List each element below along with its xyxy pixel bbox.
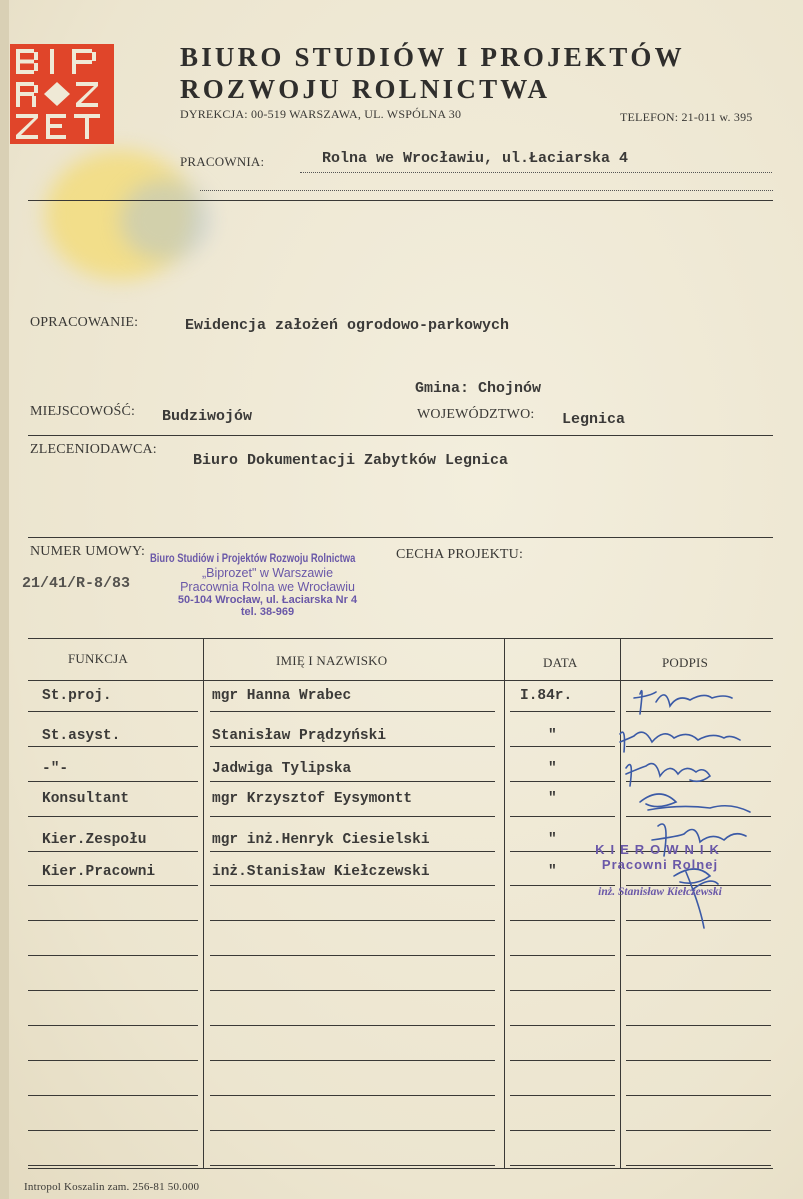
address: DYREKCJA: 00-519 WARSZAWA, UL. WSPÓLNA 30: [180, 107, 462, 121]
table-col-divider-2: [504, 638, 505, 1168]
pracownia-label: PRACOWNIA:: [180, 154, 265, 169]
zleceniodawca-label: ZLECENIODAWCA:: [30, 442, 157, 457]
company-stamp: [150, 553, 385, 618]
row-rule: [626, 1165, 771, 1166]
row-nazwisko: mgr inż.Henryk Ciesielski: [212, 832, 430, 848]
zleceniodawca-value: Biuro Dokumentacji Zabytków Legnica: [193, 452, 509, 469]
row-rule: [626, 990, 771, 991]
row-funkcja: Kier.Pracowni: [42, 864, 156, 880]
row-funkcja: Konsultant: [42, 791, 130, 807]
row-funkcja: Kier.Zespołu: [42, 832, 147, 848]
row-rule: [210, 1095, 495, 1096]
stamp-line-5: tel. 38-969: [240, 606, 295, 618]
opracowanie-value: Ewidencja założeń ogrodowo-parkowych: [185, 317, 510, 334]
biprozet-logo: [10, 44, 114, 144]
row-nazwisko: inż.Stanisław Kiełczewski: [212, 864, 430, 880]
row-data: I.84r.: [520, 688, 573, 704]
row-rule: [510, 1165, 615, 1166]
table-bottom-rule: [28, 1168, 773, 1169]
miejscowosc-rule: [28, 435, 773, 436]
row-rule: [210, 955, 495, 956]
printer-footer: Intropol Koszalin zam. 256-81 50.000: [24, 1181, 200, 1193]
wojewodztwo-label: WOJEWÓDZTWO:: [417, 407, 535, 422]
row-rule: [210, 990, 495, 991]
miejscowosc-value: Budziwojów: [162, 408, 253, 425]
header-data: DATA: [543, 655, 578, 670]
row-rule: [210, 781, 495, 782]
kierownik-stamp-unit: Pracowni Rolnej: [601, 857, 719, 872]
row-data: ": [548, 864, 557, 880]
row-nazwisko: mgr Hanna Wrabec: [212, 688, 352, 704]
signature-tylipska: [626, 764, 710, 786]
row-rule: [210, 1025, 495, 1026]
row-rule: [28, 1095, 198, 1096]
row-funkcja: St.proj.: [42, 688, 112, 704]
header-rule-1: [28, 200, 773, 201]
miejscowosc-label: MIEJSCOWOŚĆ:: [30, 404, 136, 419]
row-rule: [626, 1130, 771, 1131]
institution-title-line2: ROZWOJU ROLNICTWA: [180, 74, 551, 104]
row-rule: [28, 920, 198, 921]
row-rule: [210, 1060, 495, 1061]
numer-umowy-value: 21/41/R-8/83: [22, 575, 131, 592]
row-rule: [210, 711, 495, 712]
table-col-divider-1: [203, 638, 204, 1168]
table-top-rule: [28, 638, 773, 639]
stamp-line-4: 50-104 Wrocław, ul. Łaciarska Nr 4: [177, 594, 358, 606]
row-funkcja: St.asyst.: [42, 728, 121, 744]
header-imie-nazwisko: IMIĘ I NAZWISKO: [276, 653, 388, 668]
row-rule: [626, 955, 771, 956]
stamp-line-1: Biuro Studiów i Projektów Rozwoju Rolnictwa: [150, 553, 356, 565]
row-rule: [510, 1060, 615, 1061]
row-rule: [626, 1025, 771, 1026]
pracownia-value: Rolna we Wrocławiu, ul.Łaciarska 4: [322, 150, 629, 167]
left-edge: [0, 0, 9, 1199]
signature-wrabec: [634, 691, 732, 714]
row-rule: [510, 955, 615, 956]
row-rule: [510, 1130, 615, 1131]
signature-pradzynski: [620, 732, 740, 752]
kierownik-stamp: [560, 842, 760, 898]
row-nazwisko: Stanisław Prądzyński: [212, 728, 387, 744]
row-rule: [28, 990, 198, 991]
row-rule: [210, 885, 495, 886]
row-data: ": [548, 728, 557, 744]
row-rule: [210, 851, 495, 852]
header-podpis: PODPIS: [662, 655, 708, 670]
stamp-line-2: „Biprozet" w Warszawie: [201, 566, 334, 580]
institution-title-line1: BIURO STUDIÓW I PROJEKTÓW: [180, 42, 685, 72]
row-rule: [28, 885, 198, 886]
row-rule: [28, 711, 198, 712]
gmina-value: Gmina: Chojnów: [415, 380, 542, 397]
row-rule: [210, 920, 495, 921]
row-rule: [28, 955, 198, 956]
row-funkcja: -"-: [42, 761, 69, 777]
opracowanie-label: OPRACOWANIE:: [30, 315, 139, 330]
row-rule: [28, 851, 198, 852]
kierownik-stamp-title: KIEROWNIK: [595, 842, 725, 857]
numer-umowy-label: NUMER UMOWY:: [30, 544, 146, 559]
row-rule: [28, 1025, 198, 1026]
row-rule: [28, 1060, 198, 1061]
row-rule: [210, 1165, 495, 1166]
row-nazwisko: Jadwiga Tylipska: [212, 761, 352, 777]
row-nazwisko: mgr Krzysztof Eysymontt: [212, 791, 413, 807]
row-data: ": [548, 791, 557, 807]
row-rule: [510, 990, 615, 991]
stamp-line-3: Pracownia Rolna we Wrocławiu: [180, 580, 355, 594]
row-data: ": [548, 761, 557, 777]
row-rule: [510, 1095, 615, 1096]
row-rule: [626, 1095, 771, 1096]
pracownia-line: [300, 172, 772, 173]
kierownik-stamp-name: inż. Stanisław Kiełczewski: [598, 886, 722, 898]
row-rule: [210, 746, 495, 747]
zleceniodawca-rule: [28, 537, 773, 538]
row-rule: [210, 816, 495, 817]
blue-stain: [120, 180, 210, 260]
header-funkcja: FUNKCJA: [68, 651, 128, 666]
row-rule: [28, 781, 198, 782]
row-rule: [28, 816, 198, 817]
logo-graphic: [10, 44, 114, 144]
phone: TELEFON: 21-011 w. 395: [620, 110, 753, 124]
row-rule: [28, 1130, 198, 1131]
row-rule: [28, 746, 198, 747]
row-rule: [210, 1130, 495, 1131]
row-rule: [510, 1025, 615, 1026]
signature-eysymontt: [640, 794, 750, 812]
wojewodztwo-value: Legnica: [562, 411, 626, 428]
row-rule: [28, 1165, 198, 1166]
cecha-projektu-label: CECHA PROJEKTU:: [396, 547, 524, 562]
header-rule-dotted: [200, 190, 773, 191]
row-data: ": [548, 832, 557, 848]
row-rule: [626, 1060, 771, 1061]
